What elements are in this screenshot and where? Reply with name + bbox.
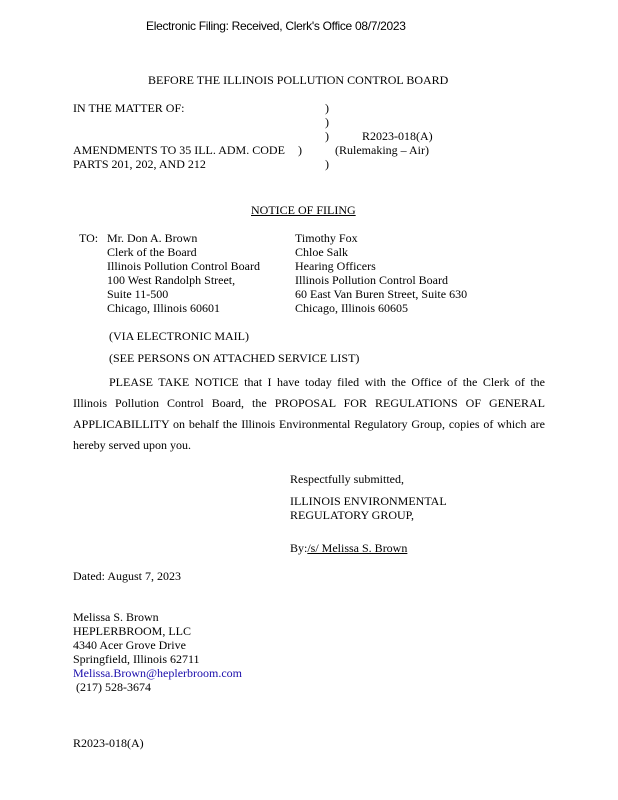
caption-paren: ) [325,157,329,171]
org-line2: REGULATORY GROUP, [290,508,415,522]
recipient-line: Chicago, Illinois 60601 [107,301,220,315]
recipient-line: Chloe Salk [295,245,348,259]
caption-paren: ) [325,101,329,115]
notice-paragraph [73,372,545,456]
rulemaking-type: (Rulemaking – Air) [335,143,429,157]
attorney-block [73,610,242,694]
recipient-line: Suite 11-500 [107,287,169,301]
service-note: (SEE PERSONS ON ATTACHED SERVICE LIST) [109,351,360,365]
recipient-line: 60 East Van Buren Street, Suite 630 [295,287,468,301]
signature-line [290,541,447,555]
attorney-city: Springfield, Illinois 62711 [73,652,200,666]
recipient-left [107,231,260,315]
recipient-line: Illinois Pollution Control Board [295,273,449,287]
board-title: BEFORE THE ILLINOIS POLLUTION CONTROL BOARD [148,73,449,87]
signature: /s/ Melissa S. Brown [307,541,408,555]
attorney-email-link[interactable]: Melissa.Brown@heplerbroom.com [73,666,243,680]
amendment-parts: PARTS 201, 202, AND 212 [73,157,206,171]
attorney-phone: (217) 528-3674 [73,680,151,694]
caption-paren: ) [325,115,329,129]
notice-heading: NOTICE OF FILING [251,203,356,217]
footer-docket: R2023-018(A) [73,736,144,750]
recipient-line: Hearing Officers [295,259,376,273]
caption-paren: ) [298,143,302,157]
recipient-line: Timothy Fox [295,231,358,245]
notice-text: PLEASE TAKE NOTICE that I have today filed with the Office of the Clerk of the Illinois Pollution Control Board, the PROPOSAL FOR REGULATIONS OF GENERAL APPLICABILLITY on behalf the Illinois Environmental Regulatory Group, copies of which are hereby served upon you. [73,375,545,452]
via-note: (VIA ELECTRONIC MAIL) [109,329,249,343]
dated: Dated: August 7, 2023 [73,569,181,583]
to-label: TO: [79,231,99,245]
recipient-line: Illinois Pollution Control Board [107,259,261,273]
attorney-street: 4340 Acer Grove Drive [73,638,186,652]
recipient-line: Chicago, Illinois 60605 [295,301,408,315]
attorney-firm: HEPLERBROOM, LLC [73,624,192,638]
docket-number: R2023-018(A) [362,129,433,143]
by-label: By: [290,541,308,555]
amendment-title: AMENDMENTS TO 35 ILL. ADM. CODE [73,143,285,157]
closing: Respectfully submitted, [290,472,404,486]
caption-paren: ) [325,129,329,143]
filing-stamp: Electronic Filing: Received, Clerk's Office 08/7/2023 [146,19,406,33]
recipient-line: Mr. Don A. Brown [107,231,198,245]
attorney-name: Melissa S. Brown [73,610,159,624]
recipient-line: 100 West Randolph Street, [107,273,236,287]
org-line1: ILLINOIS ENVIRONMENTAL [290,494,447,508]
recipient-right [295,231,467,315]
recipient-line: Clerk of the Board [107,245,197,259]
matter-label: IN THE MATTER OF: [73,101,185,115]
